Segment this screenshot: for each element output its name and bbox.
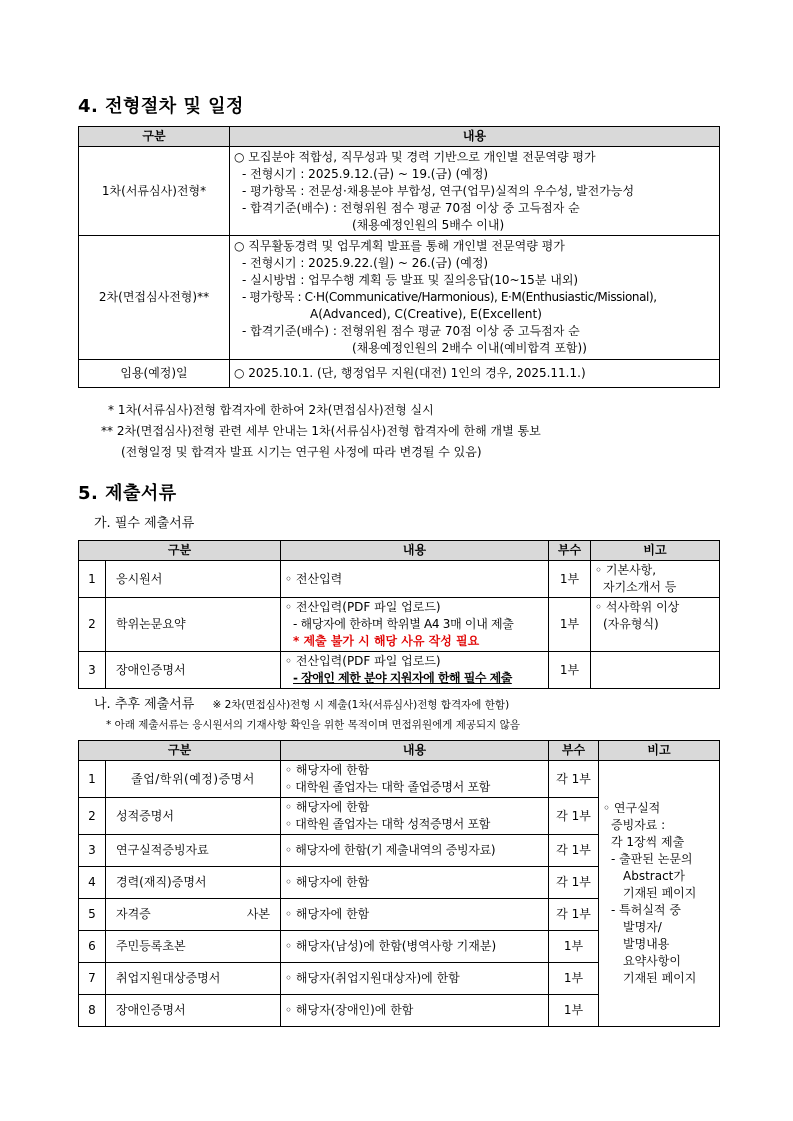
table-header-row (79, 741, 720, 761)
content-line: ○ 직무활동경력 및 업무계획 발표를 통해 개인별 전문역량 평가 (234, 239, 565, 253)
row-content (281, 995, 549, 1027)
content-line: ◦ 해당자(취업지원대상자)에 한함 (285, 971, 460, 985)
content-line: - 전형시기 : 2025.9.22.(월) ~ 26.(금) (예정) (242, 256, 489, 270)
header-remark: 비고 (599, 741, 720, 761)
doc-name: 주민등록초본 (106, 931, 281, 963)
section4-title: 4. 전형절차 및 일정 (78, 96, 244, 117)
remark-line: 발명자/ (623, 920, 662, 934)
content-line: ◦ 전산입력(PDF 파일 업로드) (285, 600, 441, 614)
row-number: 4 (79, 867, 106, 899)
table-row (79, 147, 720, 236)
remark-line: 발명내용 (623, 937, 670, 951)
remark-line: ◦ 기본사항, (595, 563, 657, 577)
content-line: ◦ 해당자에 한함(기 제출내역의 증빙자료) (285, 843, 496, 857)
table-row (79, 598, 720, 652)
row-content (281, 798, 549, 835)
remark-line: - 출판된 논문의 (611, 852, 693, 866)
remark (599, 761, 720, 1027)
header-content: 내용 (281, 741, 549, 761)
content-line: ◦ 전산입력(PDF 파일 업로드) (285, 654, 441, 668)
content-line: - 해당자에 한하며 학위별 A4 3매 이내 제출 (293, 617, 514, 631)
row-content (230, 360, 720, 388)
row-number: 3 (79, 835, 106, 867)
content-line: ◦ 해당자에 한함 (285, 875, 370, 889)
content-line: ○ 2025.10.1. (단, 행정업무 지원(대전) 1인의 경우, 2025.11.1.) (234, 366, 586, 380)
row-number: 6 (79, 931, 106, 963)
copies: 각 1부 (549, 835, 599, 867)
remark-line: 증빙자료 : (611, 818, 666, 832)
content-line: ◦ 대학원 졸업자는 대학 성적증명서 포함 (285, 817, 491, 831)
doc-name: 성적증명서 (106, 798, 281, 835)
remark (591, 598, 720, 652)
doc-name: 자격증 사본 (106, 899, 281, 931)
table-header-row (79, 541, 720, 561)
table-row (79, 360, 720, 388)
header-category: 구분 (79, 127, 230, 147)
content-line: ◦ 해당자(남성)에 한함(병역사항 기재분) (285, 939, 497, 953)
doc-name: 장애인증명서 (106, 652, 281, 689)
section5-title: 5. 제출서류 (78, 483, 177, 504)
content-line: - 평가항목 : 전문성·채용분야 부합성, 연구(업무)실적의 우수성, 발전가능성 (242, 183, 635, 198)
content-line: - 합격기준(배수) : 전형위원 점수 평균 70점 이상 중 고득점자 순 (242, 200, 580, 215)
copies: 1부 (549, 561, 591, 598)
remark-line: 각 1장씩 제출 (611, 835, 685, 849)
row-number: 7 (79, 963, 106, 995)
copies: 1부 (549, 652, 591, 689)
doc-name: 응시원서 (106, 561, 281, 598)
copies: 1부 (549, 931, 599, 963)
content-line: ◦ 해당자에 한함 (285, 907, 370, 921)
doc-name: 졸업/학위(예정)증명서 (106, 761, 281, 798)
later-docs-title: 나. 추후 제출서류 (94, 697, 195, 712)
table-row (79, 561, 720, 598)
header-remark: 비고 (591, 541, 720, 561)
remark-line: 자기소개서 등 (603, 580, 677, 594)
remark (591, 561, 720, 598)
footnote-3: (전형일정 및 합격자 발표 시기는 연구원 사정에 따라 변경될 수 있음) (121, 445, 482, 459)
footnote-1: * 1차(서류심사)전형 합격자에 한하여 2차(면접심사)전형 실시 (108, 403, 434, 417)
row-content (281, 931, 549, 963)
doc-name: 경력(재직)증명서 (106, 867, 281, 899)
later-docs-subnote: ※ 2차(면접심사)전형 시 제출(1차(서류심사)전형 합격자에 한함) (212, 699, 510, 711)
row-number: 8 (79, 995, 106, 1027)
content-line-emphasis: - 장애인 제한 분야 지원자에 한해 필수 제출 (293, 671, 512, 685)
remark-line: 요약사항이 (623, 954, 681, 968)
row-content (281, 867, 549, 899)
copies: 각 1부 (549, 761, 599, 798)
row-content (230, 236, 720, 360)
remark (591, 652, 720, 689)
row-content (281, 652, 549, 689)
remark-line: 기재된 페이지 (623, 971, 697, 985)
content-line: - 실시방법 : 업무수행 계획 등 발표 및 질의응답(10~15분 내외) (242, 273, 579, 287)
row-number: 3 (79, 652, 106, 689)
selection-schedule-table (78, 126, 720, 388)
content-line: ◦ 해당자에 한함 (285, 763, 370, 777)
required-docs-subtitle: 가. 필수 제출서류 (94, 516, 195, 531)
remark-line: - 특허실적 중 (611, 903, 681, 917)
table-row (79, 761, 720, 798)
doc-name: 연구실적증빙자료 (106, 835, 281, 867)
content-line: ◦ 대학원 졸업자는 대학 졸업증명서 포함 (285, 780, 491, 794)
header-content: 내용 (230, 127, 720, 147)
table-row (79, 236, 720, 360)
remark-line: (자유형식) (603, 617, 659, 631)
content-line: ◦ 전산입력 (285, 571, 343, 586)
content-line: ◦ 해당자(장애인)에 한함 (285, 1003, 414, 1017)
content-line: (채용예정인원의 5배수 이내) (352, 217, 505, 232)
row-number: 2 (79, 798, 106, 835)
row-content (281, 561, 549, 598)
remark-line: 기재된 페이지 (623, 886, 697, 900)
remark-line: ◦ 연구실적 (603, 801, 661, 815)
copies: 각 1부 (549, 899, 599, 931)
content-line: (채용예정인원의 2배수 이내(예비합격 포함)) (352, 341, 587, 355)
doc-name: 취업지원대상증명서 (106, 963, 281, 995)
content-line: ◦ 해당자에 한함 (285, 800, 370, 814)
doc-name: 장애인증명서 (106, 995, 281, 1027)
later-docs-note: * 아래 제출서류는 응시원서의 기재사항 확인을 위한 목적이며 면접위원에게 제공되지 않음 (106, 719, 520, 731)
content-line: - 합격기준(배수) : 전형위원 점수 평균 70점 이상 중 고득점자 순 (242, 324, 580, 338)
content-line-warning: * 제출 불가 시 해당 사유 작성 필요 (293, 634, 480, 648)
copies: 각 1부 (549, 867, 599, 899)
row-label: 1차(서류심사)전형* (79, 147, 230, 236)
required-docs-table (78, 540, 720, 689)
remark-line: Abstract가 (623, 869, 685, 883)
row-content (281, 761, 549, 798)
table-row (79, 652, 720, 689)
content-line: - 전형시기 : 2025.9.12.(금) ~ 19.(금) (예정) (242, 166, 489, 181)
copies: 1부 (549, 598, 591, 652)
row-number: 1 (79, 561, 106, 598)
table-header-row (79, 127, 720, 147)
remark-line: ◦ 석사학위 이상 (595, 600, 680, 614)
header-category: 구분 (79, 741, 281, 761)
row-content (281, 598, 549, 652)
row-content (230, 147, 720, 236)
row-content (281, 899, 549, 931)
doc-name: 학위논문요약 (106, 598, 281, 652)
row-number: 1 (79, 761, 106, 798)
content-line: ○ 모집분야 적합성, 직무성과 및 경력 기반으로 개인별 전문역량 평가 (234, 149, 596, 164)
row-content (281, 835, 549, 867)
header-copies: 부수 (549, 541, 591, 561)
row-label: 임용(예정)일 (79, 360, 230, 388)
copies: 1부 (549, 963, 599, 995)
copies: 1부 (549, 995, 599, 1027)
row-number: 2 (79, 598, 106, 652)
later-docs-subtitle (94, 693, 509, 712)
row-label: 2차(면접심사전형)** (79, 236, 230, 360)
content-line: A(Advanced), C(Creative), E(Excellent) (310, 307, 542, 321)
header-content: 내용 (281, 541, 549, 561)
header-category: 구분 (79, 541, 281, 561)
header-copies: 부수 (549, 741, 599, 761)
later-docs-table (78, 740, 720, 1027)
row-content (281, 963, 549, 995)
content-line: - 평가항목 : C·H(Communicative/Harmonious), E·M(Enthusiastic/Missional), (242, 290, 657, 304)
row-number: 5 (79, 899, 106, 931)
copies: 각 1부 (549, 798, 599, 835)
footnote-2: ** 2차(면접심사)전형 관련 세부 안내는 1차(서류심사)전형 합격자에 한해 개별 통보 (101, 424, 541, 438)
